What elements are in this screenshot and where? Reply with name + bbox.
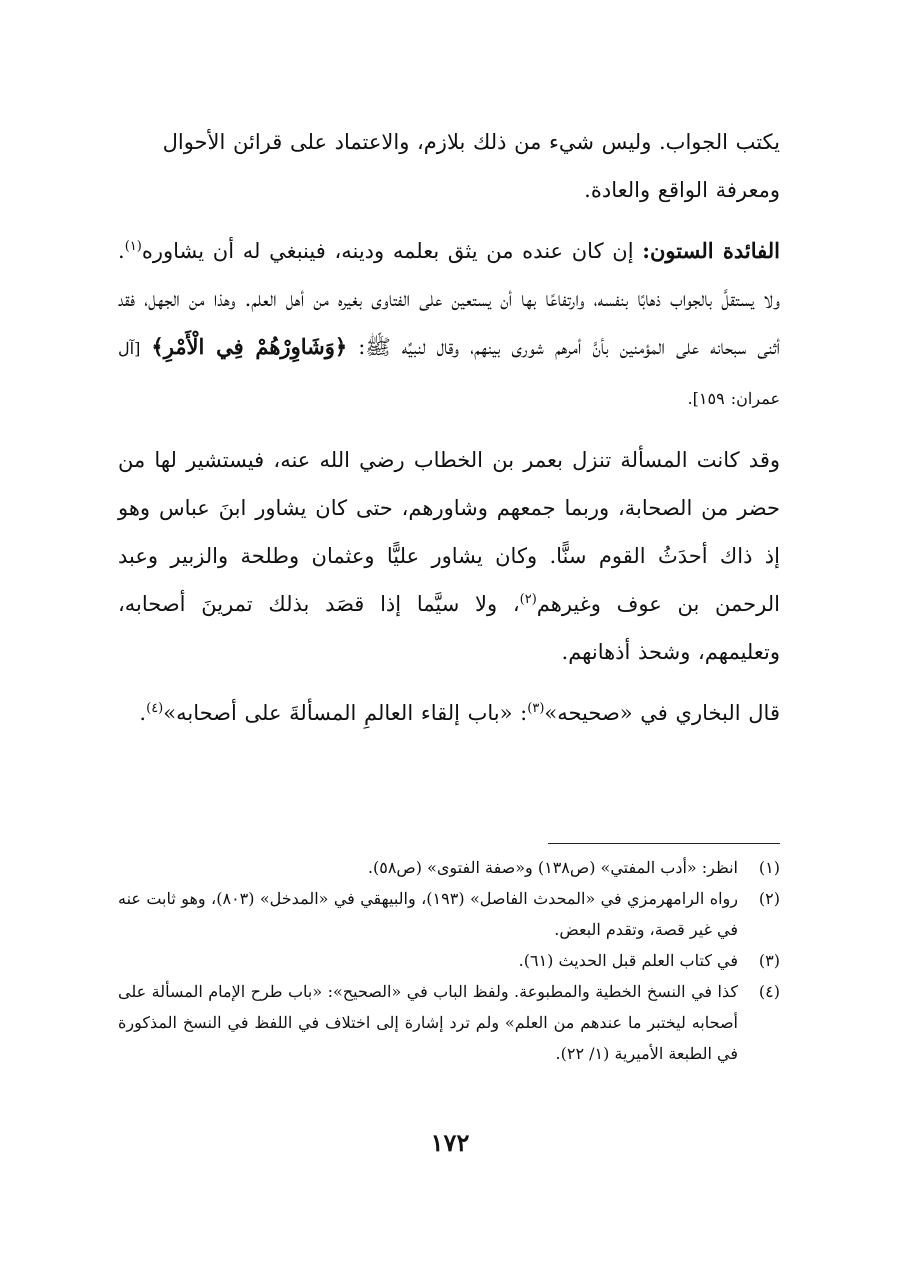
footnote-3 xyxy=(118,945,780,976)
paragraph-3-line-5: أصحابه، وتعليمهم، وشحذ أذهانهم. xyxy=(118,592,780,664)
footnote-number-1: (١) xyxy=(758,858,780,877)
paragraph-3-line-1: وقد كانت المسألة تنزل بعمر بن الخطاب رضي الله عنه، فيستشير لها من xyxy=(118,448,780,472)
footnote-number-3: (٣) xyxy=(758,951,780,970)
paragraph-1-line-1: يكتب الجواب. وليس شيء من ذلك بلازم، والاعتماد على قرائن الأحوال xyxy=(162,130,780,154)
paragraph-4-line-1b: : «باب إلقاء العالمِ المسألةَ على xyxy=(244,701,528,725)
footnote-ref-3[interactable]: (٣) xyxy=(527,701,545,716)
paragraph-4-line-1a: قال البخاري في «صحيحه» xyxy=(544,701,780,725)
paragraph-2-text-2b: . ولا يستقلَّ بالجواب ذهابًا بنفسه، وارتفاعًا بها أن يستعين على xyxy=(118,239,780,311)
footnote-number-2: (٢) xyxy=(758,889,780,908)
page-body xyxy=(118,118,780,737)
paragraph-3-line-4b: ، ولا سيَّما إذا قصَد بذلك تمرينَ xyxy=(201,592,520,616)
paragraph-1 xyxy=(118,118,780,214)
footnote-2 xyxy=(118,883,780,945)
footnote-ref-1[interactable]: (١) xyxy=(124,239,142,254)
paragraph-2-text-3: الفتاوى بغيره من أهل العلم. وهذا من الجهل، فقد أثنى سبحانه على xyxy=(118,287,780,359)
footnote-text-1: انظر: «أدب المفتي» (ص١٣٨) و«صفة الفتوى» (ص٥٨). xyxy=(367,858,738,877)
footnote-1 xyxy=(118,852,780,883)
paragraph-4-line-2b: . xyxy=(139,701,147,725)
paragraph-2-lead: الفائدة الستون: xyxy=(642,238,781,263)
quran-verse: ﴿وَشَاوِرْهُمْ فِي الْأَمْرِ﴾ xyxy=(151,334,348,359)
footnote-divider xyxy=(548,843,780,844)
footnote-number-4: (٤) xyxy=(758,982,780,1001)
paragraph-3-line-2: حضر من الصحابة، وربما جمعهم وشاورهم، حتى كان يشاور ابنَ عباس xyxy=(158,496,780,520)
paragraph-2 xyxy=(118,227,780,423)
footnote-text-3: في كتاب العلم قبل الحديث (٦١). xyxy=(518,951,738,970)
verse-reference-open: [آل xyxy=(118,339,141,358)
paragraph-2-text-4: المؤمنين بأنَّ أمرهم شورى بينهم، وقال لنبيِّه ﷺ: xyxy=(358,335,665,359)
footnote-4 xyxy=(118,976,780,1069)
footnotes xyxy=(118,852,780,1069)
footnote-text-2: رواه الرامهرمزي في «المحدث الفاصل» (١٩٣)، والبيهقي في «المدخل» (٨٠٣)، وهو ثابت عنه في غير قصة، وتقدم البعض. xyxy=(118,889,739,939)
paragraph-2-text-1: إن كان عنده من يثق بعلمه ودينه، فينبغي له أن xyxy=(212,239,634,263)
paragraph-3 xyxy=(118,436,780,676)
paragraph-4-line-2a: أصحابه» xyxy=(163,701,237,725)
verse-reference-close: عمران: ١٥٩]. xyxy=(687,389,780,408)
page-number: ١٧٢ xyxy=(430,1128,470,1157)
paragraph-4 xyxy=(118,689,780,737)
footnote-ref-4[interactable]: (٤) xyxy=(146,701,164,716)
paragraph-2-text-2a: يشاوره xyxy=(141,239,205,263)
footnote-ref-2[interactable]: (٢) xyxy=(519,592,537,607)
paragraph-3-line-3: وهو إذ ذاك أحدَثُ القوم سنًّا. وكان يشاور عليًّا وعثمان وطلحة والزبير xyxy=(118,496,780,568)
paragraph-1-line-2: ومعرفة الواقع والعادة. xyxy=(584,178,780,202)
footnote-text-4: كذا في النسخ الخطية والمطبوعة. ولفظ الباب في «الصحيح»: «باب طرح الإمام المسألة على أصحابه ليختبر ما عندهم من العلم» ولم ترد إشارة إلى اختلاف في اللفظ في النسخ المذكورة في الطبعة الأميرية (١/ ٢٢). xyxy=(118,982,738,1063)
paragraph-3-line-4a: وعبد الرحمن بن عوف وغيرهم xyxy=(118,544,780,616)
